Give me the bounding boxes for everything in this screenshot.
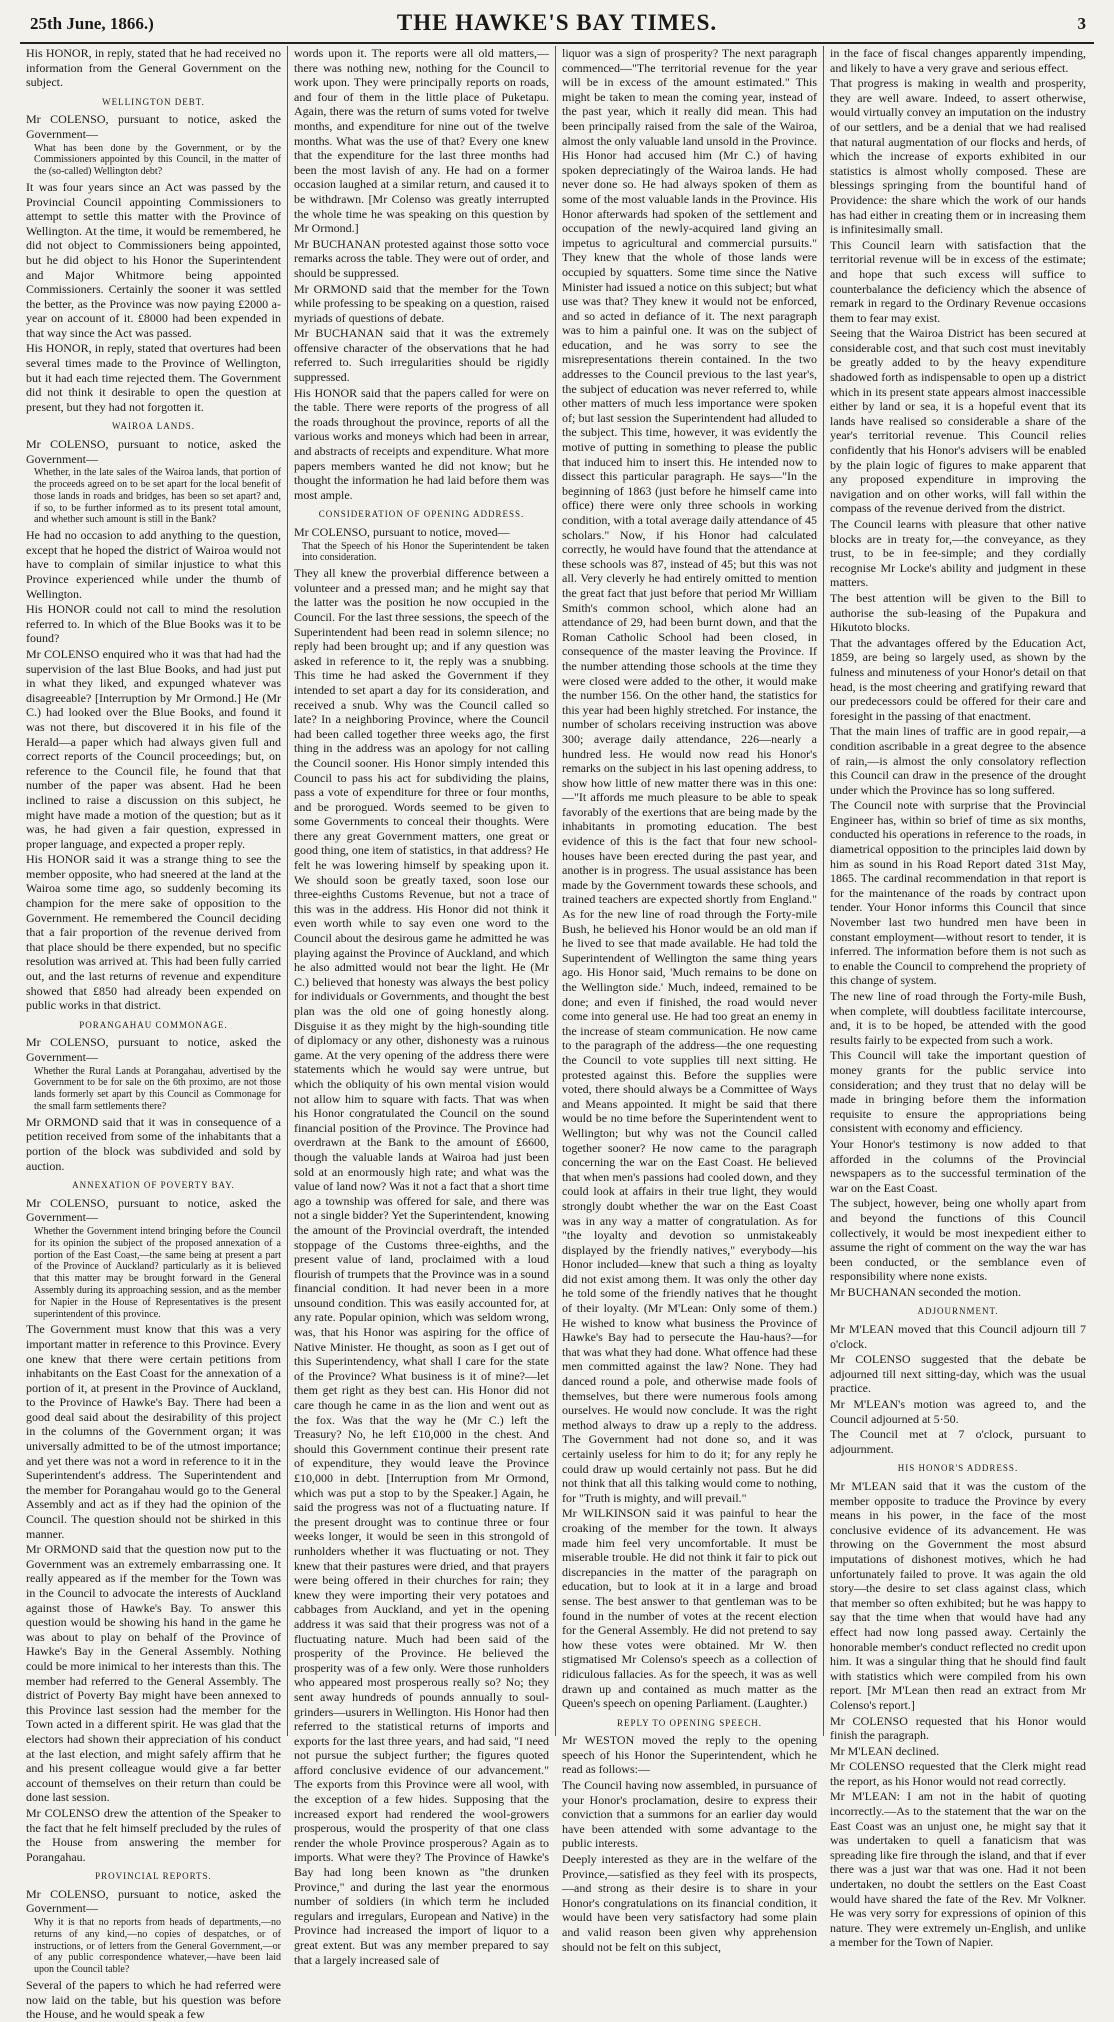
article-paragraph: Mr ORMOND said that it was in consequence of a petition received from some of the inhabitants that a portion of the block was subdivided and sold by auction. [26,1114,281,1173]
article-paragraph: That progress is making in wealth and prosperity, they are well aware. Indeed, to assert otherwise, would virtually convey an imputation on the industry of our settlers, and be a denial that we had realised that natural augmentation of our flocks and herds, of which the increase of exports exhibited in our statistics is almost wholly composed. These are blessings springing from the bountiful hand of Providence: the share which the work of our hands has had either in creating them or in increasing them is infinitesimally small. [830,76,1086,237]
masthead [20,8,1094,44]
page-number: 3 [1077,14,1086,33]
newspaper-title: THE HAWKE'S BAY TIMES. [396,10,718,35]
article-paragraph: Mr WILKINSON said it was painful to hear the croaking of the member for the town. It always made him feel very uncomfortable. It must be miserable trouble. He did not think it fair to pick out discrepancies in the matter of the paragraph on education, but to look at it in a large and broad sense. The best answer to that gentleman was to be found in the number of votes at the recent election for the General Assembly. He did not pretend to say how these votes were obtained. Mr W. then stigmatised Mr Colenso's speech as a collection of ridiculous fallacies. As for the speech, it was as well drawn up and contained as much matter as the Queen's speech on opening Parliament. (Laughter.) [562,1506,817,1711]
article-paragraph: It was four years since an Act was passed by the Provincial Council appointing Commissioners to attempt to settle this matter with the Province of Wellington. At the time, it would be remembered, he did not object to Commissioners being appointed, but he did object to his Honor the Superintendent and Major Whitmore being appointed Commissioners. Certainly the sooner it was settled the better, as the Province was now paying £2000 a-year on account of it. £8000 had been expended in that way since the Act was passed. [26,179,281,340]
article-paragraph: in the face of fiscal changes apparently impending, and likely to have a very grave and serious effect. [830,46,1086,75]
article-paragraph: The new line of road through the Forty-mile Bush, when complete, will doubtless facilitate intercourse, and, it is to be hoped, be attended with the good results fairly to be expected from such a work. [830,989,1086,1047]
article-paragraph: This Council will take the important question of money grants for the public service into consideration; and they trust that no delay will be made in bringing before them the information requisite to ensure the appropriations being consistent with economy and efficiency. [830,1048,1086,1136]
section-heading: WELLINGTON DEBT. [102,96,205,107]
article-paragraph: His HONOR, in reply, stated that he had received no information from the General Government on the subject. [26,46,281,90]
article-paragraph: Mr COLENSO, pursuant to notice, asked the Government— [26,437,281,466]
notice-text: Whether, in the late sales of the Wairoa lands, that portion of the proceeds agreed on to be set apart for the local benefit of those lands in roads and bridges, has been so set apart? and, if so, to be further informed as to its present total amount, and whether such amount is still in the Bank? [34,467,281,526]
section-heading: ADJOURNMENT. [917,1306,999,1317]
notice-text: Why it is that no reports from heads of departments,—no returns of any kind,—no copies of despatches, or of instructions, or of letters from the General Government,—or of any public correspondence whatever,—have been laid upon the Council table? [34,1917,281,1976]
section-heading: CONSIDERATION OF OPENING ADDRESS. [318,509,525,520]
article-paragraph: Mr BUCHANAN seconded the motion. [830,1284,1021,1299]
article-paragraph: Deeply interested as they are in the welfare of the Province,—satisfied as they feel with its prospects,—and strong as their desire is to share in your Honor's congratulations on its financial condition, it would have been very satisfactory had some plain and valid reason been given why apprehension should not be felt on this subject, [562,1852,817,1954]
article-paragraph: Mr WESTON moved the reply to the opening speech of his Honor the Superintendent, which he read as follows:— [562,1733,817,1777]
article-paragraph: They all knew the proverbial difference between a volunteer and a pressed man; and he might say that the latter was the position he now occupied in the Council. For the last three sessions, the speech of the Superintendent had been read in solemn silence; no reply had been brought up; and if any question was asked in reference to it, the reply was a snubbing. This time he had asked the Government if they intended to set apart a day for its consideration, and received a snub. Why was the Council called so late? In a neighboring Province, where the Council had been called together three weeks ago, the first thing in the address was an apology for not calling the Council sooner. His Honor simply intended this Council to pass his act for subdividing the plains, pass a vote of expenditure for three or four months, and be prorogued. Words seemed to be given to some Governments to conceal their thoughts. Were there any great Government matters, one great or good thing, one item of statistics, in that address? He felt he was lowering himself by speaking upon it. We should soon be greatly taxed, soon lose our three-eighths Customs Revenue, but not a trace of this was in the address. His Honor did not think it even worth while to say even one word to the Council about the desirous game he admitted he was playing against the Province of Auckland, and which he also admitted would not bear the light. He (Mr C.) believed that honesty was always the best policy for individuals or Governments, and thought the best plan was the old one of going honestly along. Disguise it as they might by the high-sounding title of diplomacy or any other, dishonesty was a ruinous game. At the very opening of the address there were statements which he would say were untrue, but which the obliquity of his own mental vision would not allow him to square with facts. That was when his Honor congratulated the Council on the sound financial position of the Province. The Province had overdrawn at the Bank to the amount of £6600, though the valuable lands at Wairoa had just been sold at an enormously high rate; and what was the value of land now? Was it not a fact that a short time ago a township was offered for sale, and there was not a single bidder? Yet the Superintendent, knowing the amount of the Provincial overdraft, the intended stoppage of the Customs three-eighths, and the present value of land, proclaimed with a loud flourish of trumpets that the Province was in a sound financial condition. It had never been in a more unsound condition. This was easily accounted for, at any rate. Popular opinion, which was seldom wrong, was, that his Honor was aspiring for the office of Native Minister. He thought, as soon as I get out of this Superintendency, what shall I care for the state of the Province? What business is it of mine?—let them get right as they best can. His Honor did not care though he came in as the lion and went out as the fox. Was that the way he (Mr C.) left the Treasury? No, he left £10,000 in the chest. And should this Government continue their present rate of expenditure, they would leave the Province £10,000 in debt. [Interruption from Mr Ormond, which was put a stop to by the Speaker.] Again, he said the progress was not of a fluctuating nature. If the present drought was to continue three or four weeks longer, it would be seen in this strongold of runholders whether it was fluctuating or not. They knew that their pastures were dried, and that prayers were being offered in their churches for rain; they knew they were importing their very potatoes and cabbages from Auckland, and yet in the opening address it was said that their progress was not of a fluctuating nature. Much had been said of the prosperity of the Province. He believed the prosperity was of a few only. Were those runholders who appeared most prosperous really so? No; they sent away hundreds of pounds annually to soul-grinders—usurers in Wellington. His Honor had then referred to the statistical returns of imports and exports for the last three years, and had said, "I need not pursue the subject further; the figures quoted afford conclusive evidence of our advancement." The exports from this Province were all wool, with the exception of a few hides. Supposing that the increased export had rendered the wool-growers prosperous, would the prosperity of that one class render the whole Province prosperous? Again as to imports. What were they? The Province of Hawke's Bay had long been known as "the drunken Province," and during the last year the enormous number of soldiers (in which term he included regulars and irregulars, European and Native) in the Province had increased the import of liquor to a great extent. But was any member prepared to say that a largely increased sale of [294,566,549,1967]
article-paragraph: The subject, however, being one wholly apart from and beyond the functions of this Council collectively, it would be most inexpedient either to assume the right of comment on the way the war has been conducted, or the semblance even of responsibility where none exists. [830,1196,1086,1284]
article-paragraph: Mr COLENSO requested that the Clerk might read the report, as his Honor would not read correctly. [830,1759,1086,1788]
article-paragraph: That the advantages offered by the Education Act, 1859, are being so largely used, as shown by the fulness and minuteness of your Honor's detail on that head, is the most cheering and gratifying reward that our predecessors could be offered for their care and foresight in the passing of that enactment. [830,635,1086,723]
section-heading: PORANGAHAU COMMONAGE. [79,1019,228,1030]
article-paragraph: The Council met at 7 o'clock, pursuant to adjournment. [830,1427,1086,1456]
article-paragraph: The best attention will be given to the Bill to authorise the sub-leasing of the Pupakura and Hikutoto blocks. [830,590,1086,635]
article-paragraph: The Council note with surprise that the Provincial Engineer has, within so brief of time as six months, conducted his operations in reference to the roads, in diametrical opposition to the principles laid down by him as sound in his Road Report dated 31st May, 1865. The cardinal recommendation in that report is for the maintenance of the roads by contract upon tender. Your Honor informs this Council that since November last two hundred men have been in constant employment—without resort to tender, it is inferred. The information before them is not such as to enable the Council to comprehend the propriety of this change of system. [830,798,1086,988]
section-heading: WAIROA LANDS. [111,421,195,432]
section-heading: REPLY TO OPENING SPEECH. [617,1717,762,1728]
article-paragraph: His HONOR said that the papers called for were on the table. There were reports of the progress of all the roads throughout the province, reports of all the various works and moneys which had been in arrear, and abstracts of receipts and expenditure. What more papers members wanted he did not know; but he thought the information he had laid before them was most ample. [294,385,550,502]
article-paragraph: Mr COLENSO, pursuant to notice, asked the Government— [26,1035,281,1064]
notice-text: Whether the Government intend bringing before the Council for its opinion the subject of the proposed annexation of a portion of the East Coast,—the same being at present a part of the Province of Auckland? particularly as it is believed that this matter may be brought forward in the General Assembly during its approaching session, and as the member for Napier in the House of Representatives is the present superintendent of this province. [34,1225,281,1320]
notice-text: That the Speech of his Honor the Superintendent be taken into consideration. [302,540,549,564]
article-paragraph: words upon it. The reports were all old matters,—there was nothing new, nothing for the Council to work upon. They were principally reports on roads, and four of them in the little place of Puketapu. Again, there was the return of sums voted for twelve months, and expenditure for nine out of the twelve months. What was the use of that? Every one knew that the expenditure for the last three months had been the most lavish of any. He had on a former occasion laughed at a similar return, and caused it to be withdrawn. [Mr Colenso was greatly interrupted the whole time he was speaking on this question by Mr Ormond.] [294,46,549,236]
article-paragraph: The Government must know that this was a very important matter in reference to this Province. Every one knew that there were certain petitions from inhabitants on the East Coast for the annexation of a portion of it, at present in the Province of Auckland, to the Province of Hawke's Bay. There had been a good deal said about the desirability of this project in the columns of the Government organ; it was universally admitted to be of the utmost importance; and yet there was not a word in reference to it in the Superintendent's address. The Superintendent and the member for Porangahau would go to the General Assembly and act as if they had the opinion of the Council. The question should not be shirked in this manner. [26,1322,281,1541]
notice-text: What has been done by the Government, or by the Commissioners appointed by this Council, in the matter of the (so-called) Wellington debt? [34,142,281,178]
article-paragraph: Mr COLENSO requested that his Honor would finish the paragraph. [830,1713,1086,1743]
article-paragraph: Mr COLENSO suggested that the debate be adjourned till next sitting-day, which was the usual practice. [830,1352,1086,1396]
article-paragraph: Mr COLENSO, pursuant to notice, asked the Government— [26,1195,281,1225]
column-1 [20,46,288,2022]
article-paragraph: The Council having now assembled, in pursuance of your Honor's proclamation, desire to express their conviction that a summons for an earlier day would have been attended with some advantage to the public interests. [562,1778,817,1851]
article-paragraph: Seeing that the Wairoa District has been secured at considerable cost, and that such cost must inevitably be greatly added to by the heavy expenditure shadowed forth as indispensable to open up a district which in its present state appears almost inaccessible either by land or sea, it is a hopeful event that its lands have realised so considerable a share of the year's territorial revenue. This Council relies confidently that his Honor's advisers will be enabled by the plain logic of figures to make apparent that any proposed expenditure in improving the navigation and on other works, will fall within the compass of the revenue derived from the district. [830,326,1086,516]
column-2 [288,46,556,1967]
article-paragraph: His HONOR said it was a strange thing to see the member opposite, who had sneered at the land at the Wairoa some time ago, so suddenly becoming its champion for the mere sake of opposition to the Government. He remembered the Council deciding that a fair proportion of the revenue derived from that place should be there expended, but no specific resolution was arrived at. This had been fully carried out, and the last returns of revenue and expenditure showed that £850 had already been expended on public works in that district. [26,852,281,1013]
article-paragraph: liquor was a sign of prosperity? The next paragraph commenced—"The territorial revenue for the year will be in excess of the amount estimated." This might be taken to mean the coming year, instead of the past year, which it really did mean. This had been principally raised from the sale of the Wairoa, almost the only valuable land unsold in the Province. His Honor had accused him (Mr C.) of having spoken depreciatingly of the Wairoa lands. He had never done so. He had always spoken of them as some of the most valuable lands in the Province. His Honor afterwards had spoken of the settlement and occupation of the newly-acquired land giving an impetus to agricultural and commercial pursuits." They knew that the whole of those lands were occupied by squatters. Some time since the Native Minister had issued a notice on this subject; but what use was that? They knew it would not be enforced, and so acted in defiance of it. The next paragraph was to him a painful one. It was on the subject of education, and he was sorry to see the misrepresentations therein contained. In the two addresses to the Council previous to the last year's, the subject of education was never referred to, while other matters of much less importance were spoken of; but last session the Superintendent had alluded to the subject. This time, however, it was evidently the motive of putting in something to please the public that induced him to insert this. He intended now to dissect this particular paragraph. He says—"In the beginning of 1863 (just before he himself came into office) there were only three schools in working condition, with a total average daily attendance of 45 scholars." Now, if his Honor had calculated correctly, he would have found that the attendance at these schools was 87, instead of 45; but this was not all. Very cleverly he had entirely omitted to mention the great fact that just before that period Mr William Smith's common school, which alone had an attendance of 29, had been burnt down, and that the Roman Catholic School had been closed, in consequence of the master leaving the Province. If the number attending those schools at the time they were closed were added to the other, it would make the number 156. On the other hand, the statistics for this year had been highly stretched. For instance, the number of scholars receiving instruction was above 300; average daily attendance, 226—nearly a hundred less. He would now read his Honor's remarks on the subject in his last opening address, to show how little of new matter there was in this one:—"It affords me much pleasure to be able to speak favorably of the exertions that are being made by the inhabitants in promoting education. The best evidence of this is the fact that four new school-houses have been erected during the past year, and another is in progress. The usual assistance has been made by the Government towards these schools, and trained teachers are expected shortly from England." As for the new line of road through the Forty-mile Bush, he believed his Honor would be an old man if he lived to see that made available. He had told the Superintendent of Wellington the same thing years ago. His Honor said, 'Much remains to be done on the Wellington side.' Much, indeed, remained to be done; and even if finished, the road would never come into general use. He had too great an enemy in the increase of steam communication. He now came to the paragraph of the address—the one requesting the Council to vote supplies till next sitting. He protested against this. Before the supplies were voted, there should always be a Committee of Ways and Means appointed. It might be said that there would be no time before the Superintendent went to Wellington; but why was not the Council called together sooner? He now came to the paragraph concerning the war on the East Coast. He believed that when men's passions had cooled down, and they could look at affairs in their true light, they would strongly doubt whether the war on the East Coast was in any way a matter of congratulation. As for "the loyalty and devotion so unmistakeably displayed by the friendly natives," everybody—his Honor included—knew that such a thing as loyalty did not exist among them. It was only the other day he told some of the friendly natives that he thought of their loyalty. (Mr M'Lean: Only some of them.) He wished to know what business the Province of Hawke's Bay had to persecute the Hau-haus?—for that was what they had done. What offence had these men committed against the law? None. They had danced round a pole, and otherwise made fools of themselves, but there were numerous fools among ourselves. He would now conclude. It was the right method always to draw up a reply to the address. The Government had not done so, and it was certainly useless for him to do it; for any reply he could draw up would certainly not pass. But he did not think that all this talking would come to nothing, for "Truth is mighty, and will prevail." [562,46,817,1505]
article-paragraph: The Council learns with pleasure that other native blocks are in treaty for,—the conveyance, as they trust, to be in fee-simple; and they cordially recognise Mr Locke's ability and judgment in these matters. [830,517,1086,590]
article-paragraph: Mr BUCHANAN protested against those sotto voce remarks across the table. They were out of order, and should be suppressed. [294,236,549,280]
article-paragraph: Mr ORMOND said that the question now put to the Government was an extremely embarrassing one. It really appeared as if the member for the Town was in the Council to advocate the interests of Auckland against those of Hawke's Bay. To answer this question would be showing his hand in the game he was about to play on behalf of the Province of Hawke's Bay in the General Assembly. Nothing could be more inimical to her interests than this. The member had referred to the General Assembly. The district of Poverty Bay might have been annexed to this Province last session had the member for the Town acted in a different spirit. He was glad that the electors had shown their appreciation of his conduct at the last election, and might safely affirm that he and his present colleague would give a far better account of themselves on their return than could be done last session. [26,1542,281,1805]
article-paragraph: Mr M'LEAN's motion was agreed to, and the Council adjourned at 5·50. [830,1397,1086,1426]
column-3 [556,46,824,1954]
article-paragraph: His HONOR, in reply, stated that overtures had been several times made to the Province of Wellington, but it had each time rejected them. The Government did not think it desirable to open the question at present, but they had not forgotten it. [26,341,281,414]
article-paragraph: His HONOR could not call to mind the resolution referred to. In which of the Blue Books was it to be found? [26,602,281,646]
article-paragraph: Mr COLENSO enquired who it was that had had the supervision of the last Blue Books, and had just put in what they liked, and expunged whatever was disagreeable? [Interruption by Mr Ormond.] He (Mr C.) had looked over the Blue Books, and found it was not there, but discovered it in his file of the Herald—a paper which had always given full and correct reports of the Council proceedings; but, on reference to the Council file, he found that that number of the paper was absent. Had he been inclined to raise a discussion on this subject, he might have made a motion of the question; but as it was, he had given a fair question, expressed in proper language, and expected a proper reply. [26,646,281,851]
article-paragraph: This Council learn with satisfaction that the territorial revenue will be in excess of the estimate; and hope that such excess will suffice to counterbalance the deficiency which the absence of remark in regard to the Ordinary Revenue occasions them to fear may exist. [830,237,1086,325]
section-heading: ANNEXATION OF POVERTY BAY. [72,1180,235,1191]
article-paragraph: Your Honor's testimony is now added to that afforded in the columns of the Provincial newspapers as to the successful termination of the war on the East Coast. [830,1136,1086,1195]
article-paragraph: Mr ORMOND said that the member for the Town while professing to be speaking on a question, raised myriads of questions of debate. [294,281,549,325]
article-paragraph: Mr M'LEAN said that it was the custom of the member opposite to traduce the Province by every means in his power, in the face of the most conclusive evidence of its advancement. He was throwing on the Government the most absurd imputations of dishonest motives, which he had unfortunately failed to prove. It was again the old story—the desire to set class against class, which that member so often exhibited; but he was happy to say that the time when that would have had any effect had now long passed away. Certainly the honorable member's conduct reflected no credit upon him. It was a singular thing that he should find fault with statistics which were compiled from his own report. [Mr M'Lean then read an extract from Mr Colenso's report.] [830,1479,1086,1712]
article-paragraph: Mr BUCHANAN said that it was the extremely offensive character of the observations that he had referred to. Such irregularities should be rigidly suppressed. [294,326,549,385]
article-paragraph: He had no occasion to add anything to the question, except that he hoped the district of Wairoa would not have to complain of similar injustice to what this Province experienced while under the thumb of Wellington. [26,528,281,601]
section-heading: PROVINCIAL REPORTS. [95,1871,212,1882]
article-paragraph: Mr M'LEAN declined. [830,1743,940,1758]
article-paragraph: Mr COLENSO, pursuant to notice, moved— [294,525,510,539]
column-4 [824,46,1092,1950]
issue-date: 25th June, 1866.) [30,14,154,33]
article-paragraph: Mr COLENSO, pursuant to notice, asked the Government— [26,1886,281,1916]
article-paragraph: Mr COLENSO drew the attention of the Speaker to the fact that he felt himself precluded by the rules of the House from answering the member for Porangahau. [26,1805,281,1864]
article-paragraph: Mr M'LEAN moved that this Council adjourn till 7 o'clock. [830,1322,1086,1351]
newspaper-columns [20,46,1094,2022]
article-paragraph: Mr M'LEAN: I am not in the habit of quoting incorrectly.—As to the statement that the war on the East Coast was an unjust one, he might say that it was undertaken to quell a fanaticism that was spreading like fire through the island, and that if ever there was a just war that was one. Had it not been undertaken, no doubt the settlers on the East Coast would have shared the fate of the Rev. Mr Volkner. He was very sorry for expressions of opinion of this nature. They were extremely un-English, and unlike a member for the Town of Napier. [830,1789,1086,1950]
section-heading: HIS HONOR'S ADDRESS. [897,1463,1019,1474]
article-paragraph: That the main lines of traffic are in good repair,—a condition ascribable in a great degree to the absence of rain,—is almost the only consolatory reflection this Council can draw in the presence of the drought under which the Province has so long suffered. [830,724,1086,797]
article-paragraph: Mr COLENSO, pursuant to notice, asked the Government— [26,112,281,141]
notice-text: Whether the Rural Lands at Porangahau, advertised by the Government to be for sale on the 6th proximo, are not those lands formerly set apart by this Council as Commonage for the small farm settlements there? [34,1065,281,1112]
article-paragraph: Several of the papers to which he had referred were now laid on the table, but his question was before the House, and he would speak a few [26,1978,281,2022]
